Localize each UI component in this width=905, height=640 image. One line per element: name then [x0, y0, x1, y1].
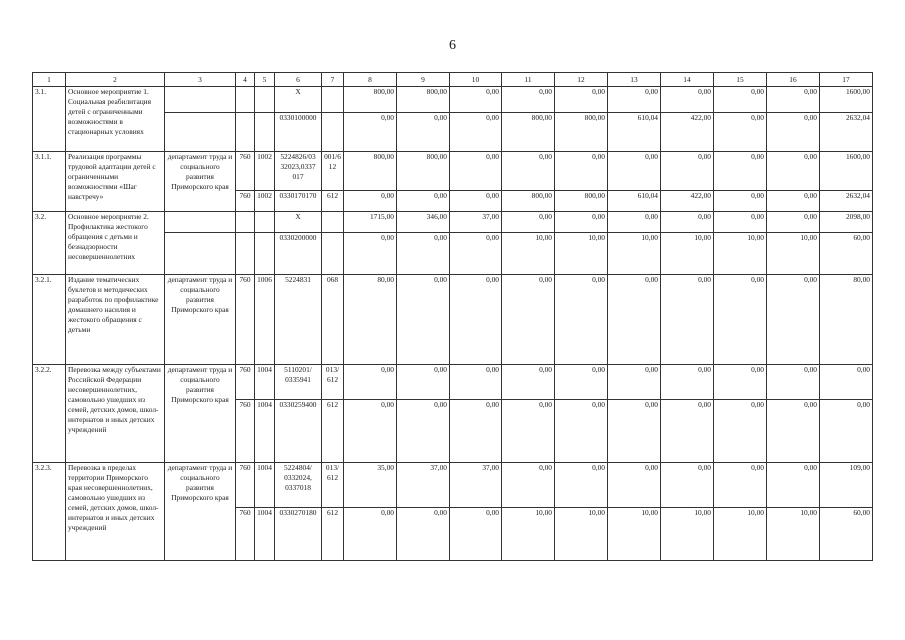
item-name-cell: Перевозка между субъектами Российской Федерации несовершеннолетних, самовольно ушедших из семей, детских домов, школ-интернатов и иных детских учреждений: [66, 365, 165, 463]
value-cell: 0,00: [450, 152, 502, 191]
table-row: [33, 87, 873, 113]
program-table: [32, 72, 873, 561]
value-cell: 0,00: [820, 365, 873, 400]
value-cell: 0,00: [608, 365, 661, 400]
code-cell: [236, 212, 255, 233]
value-cell: 0,00: [502, 152, 555, 191]
value-cell: 0,00: [344, 365, 397, 400]
value-cell: 10,00: [767, 233, 820, 275]
value-cell: 0,00: [608, 275, 661, 365]
header-cell: 8: [344, 73, 397, 87]
code-cell: 0330170170: [275, 191, 322, 212]
value-cell: 2632,04: [820, 113, 873, 152]
header-cell: 1: [33, 73, 66, 87]
code-cell: 1004: [255, 463, 275, 508]
executor-cell: департамент труда и социального развития Приморского края: [165, 152, 236, 212]
value-cell: 37,00: [450, 463, 502, 508]
code-cell: 1002: [255, 152, 275, 191]
code-cell: 612: [322, 191, 344, 212]
value-cell: 10,00: [608, 233, 661, 275]
value-cell: 0,00: [555, 463, 608, 508]
header-cell: 4: [236, 73, 255, 87]
value-cell: 10,00: [502, 508, 555, 561]
code-cell: 612: [322, 400, 344, 463]
header-cell: 11: [502, 73, 555, 87]
value-cell: 0,00: [820, 400, 873, 463]
header-row: [33, 73, 873, 87]
code-cell: 1004: [255, 365, 275, 400]
value-cell: 0,00: [767, 113, 820, 152]
value-cell: 0,00: [767, 191, 820, 212]
value-cell: 10,00: [714, 508, 767, 561]
value-cell: 0,00: [397, 508, 450, 561]
header-cell: 7: [322, 73, 344, 87]
code-cell: [236, 233, 255, 275]
value-cell: 0,00: [502, 365, 555, 400]
code-cell: 068: [322, 275, 344, 365]
value-cell: 10,00: [661, 508, 714, 561]
code-cell: 013/ 612: [322, 365, 344, 400]
page-number: 6: [449, 38, 456, 53]
value-cell: 1600,00: [820, 87, 873, 113]
value-cell: 0,00: [450, 275, 502, 365]
value-cell: 0,00: [450, 365, 502, 400]
code-cell: [255, 113, 275, 152]
code-cell: 760: [236, 365, 255, 400]
value-cell: 422,00: [661, 113, 714, 152]
value-cell: 0,00: [555, 275, 608, 365]
table-row: [33, 463, 873, 508]
code-cell: 760: [236, 508, 255, 561]
value-cell: 0,00: [502, 275, 555, 365]
value-cell: 10,00: [714, 233, 767, 275]
value-cell: 0,00: [397, 191, 450, 212]
value-cell: 0,00: [608, 463, 661, 508]
header-cell: 13: [608, 73, 661, 87]
value-cell: 35,00: [344, 463, 397, 508]
value-cell: 60,00: [820, 233, 873, 275]
executor-cell: департамент труда и социального развития Приморского края: [165, 275, 236, 365]
code-cell: [255, 233, 275, 275]
value-cell: 0,00: [397, 400, 450, 463]
code-cell: X: [275, 212, 322, 233]
value-cell: 800,00: [555, 191, 608, 212]
code-cell: 5224804/ 0332024, 0337018: [275, 463, 322, 508]
value-cell: 0,00: [450, 400, 502, 463]
item-number-cell: 3.2.: [33, 212, 66, 275]
header-cell: 6: [275, 73, 322, 87]
value-cell: 0,00: [555, 400, 608, 463]
value-cell: 80,00: [820, 275, 873, 365]
header-cell: 15: [714, 73, 767, 87]
code-cell: 013/ 612: [322, 463, 344, 508]
value-cell: 0,00: [767, 463, 820, 508]
executor-cell: [165, 212, 236, 233]
value-cell: 0,00: [767, 275, 820, 365]
value-cell: 0,00: [767, 212, 820, 233]
value-cell: 800,00: [502, 191, 555, 212]
value-cell: 37,00: [397, 463, 450, 508]
item-number-cell: 3.1.: [33, 87, 66, 152]
item-name-cell: Реализация программы трудовой адаптации детей с ограниченными возможностями «Шаг навстречу»: [66, 152, 165, 212]
code-cell: 760: [236, 152, 255, 191]
header-cell: 2: [66, 73, 165, 87]
value-cell: 0,00: [714, 463, 767, 508]
executor-cell: [165, 233, 236, 275]
value-cell: 80,00: [344, 275, 397, 365]
value-cell: 610,04: [608, 191, 661, 212]
value-cell: 0,00: [502, 87, 555, 113]
value-cell: 0,00: [344, 191, 397, 212]
code-cell: 0330100000: [275, 113, 322, 152]
value-cell: 0,00: [661, 400, 714, 463]
value-cell: 0,00: [714, 365, 767, 400]
code-cell: [322, 212, 344, 233]
header-cell: 3: [165, 73, 236, 87]
value-cell: 0,00: [344, 113, 397, 152]
code-cell: [236, 113, 255, 152]
value-cell: 0,00: [502, 400, 555, 463]
value-cell: 60,00: [820, 508, 873, 561]
header-cell: 9: [397, 73, 450, 87]
value-cell: 0,00: [344, 400, 397, 463]
code-cell: 760: [236, 400, 255, 463]
value-cell: 0,00: [714, 152, 767, 191]
value-cell: 0,00: [661, 212, 714, 233]
value-cell: 0,00: [397, 233, 450, 275]
value-cell: 10,00: [767, 508, 820, 561]
value-cell: 800,00: [555, 113, 608, 152]
value-cell: 800,00: [502, 113, 555, 152]
value-cell: 0,00: [397, 365, 450, 400]
value-cell: 2098,00: [820, 212, 873, 233]
value-cell: 0,00: [714, 212, 767, 233]
value-cell: 0,00: [661, 365, 714, 400]
code-cell: X: [275, 87, 322, 113]
item-number-cell: 3.2.2.: [33, 365, 66, 463]
code-cell: 001/6 12: [322, 152, 344, 191]
executor-cell: департамент труда и социального развития Приморского края: [165, 365, 236, 463]
value-cell: 0,00: [608, 87, 661, 113]
value-cell: 800,00: [344, 87, 397, 113]
table-row: [33, 152, 873, 191]
table-row: [33, 212, 873, 233]
value-cell: 0,00: [344, 508, 397, 561]
value-cell: 0,00: [397, 113, 450, 152]
header-cell: 12: [555, 73, 608, 87]
value-cell: 0,00: [450, 87, 502, 113]
value-cell: 10,00: [661, 233, 714, 275]
header-cell: 14: [661, 73, 714, 87]
value-cell: 0,00: [767, 87, 820, 113]
executor-cell: [165, 87, 236, 113]
value-cell: 0,00: [502, 212, 555, 233]
header-cell: 5: [255, 73, 275, 87]
code-cell: 1006: [255, 275, 275, 365]
value-cell: 10,00: [502, 233, 555, 275]
code-cell: 0330200000: [275, 233, 322, 275]
value-cell: 0,00: [344, 233, 397, 275]
item-name-cell: Основное мероприятие 1. Социальная реабилитация детей с ограниченными возможностями в стационарных условиях: [66, 87, 165, 152]
item-number-cell: 3.2.3.: [33, 463, 66, 561]
value-cell: 0,00: [555, 152, 608, 191]
code-cell: 5224826/03 32023,0337 017: [275, 152, 322, 191]
code-cell: 1002: [255, 191, 275, 212]
code-cell: 760: [236, 275, 255, 365]
value-cell: 0,00: [555, 212, 608, 233]
value-cell: 0,00: [450, 191, 502, 212]
code-cell: 612: [322, 508, 344, 561]
item-name-cell: Издание тематических буклетов и методических разработок по профилактике домашнего насилия и жестокого обращения с детьми: [66, 275, 165, 365]
value-cell: 0,00: [555, 87, 608, 113]
value-cell: 10,00: [555, 233, 608, 275]
code-cell: [322, 233, 344, 275]
value-cell: 1715,00: [344, 212, 397, 233]
code-cell: 760: [236, 191, 255, 212]
value-cell: 0,00: [397, 275, 450, 365]
value-cell: 0,00: [555, 365, 608, 400]
header-cell: 17: [820, 73, 873, 87]
code-cell: [255, 87, 275, 113]
value-cell: 0,00: [714, 275, 767, 365]
value-cell: 0,00: [714, 87, 767, 113]
code-cell: 1004: [255, 508, 275, 561]
code-cell: 760: [236, 463, 255, 508]
value-cell: 0,00: [661, 87, 714, 113]
code-cell: 1004: [255, 400, 275, 463]
value-cell: 0,00: [608, 212, 661, 233]
value-cell: 0,00: [767, 152, 820, 191]
value-cell: 0,00: [450, 508, 502, 561]
value-cell: 800,00: [397, 152, 450, 191]
value-cell: 0,00: [661, 463, 714, 508]
code-cell: [322, 87, 344, 113]
value-cell: 1600,00: [820, 152, 873, 191]
value-cell: 10,00: [608, 508, 661, 561]
value-cell: 0,00: [608, 400, 661, 463]
value-cell: 0,00: [661, 275, 714, 365]
code-cell: 0330270180: [275, 508, 322, 561]
value-cell: 0,00: [450, 233, 502, 275]
item-name-cell: Перевозка в пределах территории Приморского края несовершеннолетних, самовольно ушедших из семей, детских домов, школ-интернатов и иных детских учреждений: [66, 463, 165, 561]
value-cell: 422,00: [661, 191, 714, 212]
value-cell: 0,00: [661, 152, 714, 191]
code-cell: 5110201/ 0335941: [275, 365, 322, 400]
value-cell: 0,00: [767, 400, 820, 463]
value-cell: 0,00: [450, 113, 502, 152]
executor-cell: департамент труда и социального развития Приморского края: [165, 463, 236, 561]
value-cell: 0,00: [767, 365, 820, 400]
value-cell: 0,00: [714, 191, 767, 212]
code-cell: [255, 212, 275, 233]
table-row: [33, 275, 873, 365]
value-cell: 37,00: [450, 212, 502, 233]
value-cell: 346,00: [397, 212, 450, 233]
value-cell: 109,00: [820, 463, 873, 508]
value-cell: 0,00: [714, 400, 767, 463]
value-cell: 2632,04: [820, 191, 873, 212]
code-cell: 0330259400: [275, 400, 322, 463]
code-cell: 5224831: [275, 275, 322, 365]
code-cell: [236, 87, 255, 113]
executor-cell: [165, 113, 236, 152]
code-cell: [322, 113, 344, 152]
value-cell: 800,00: [397, 87, 450, 113]
item-number-cell: 3.1.1.: [33, 152, 66, 212]
value-cell: 800,00: [344, 152, 397, 191]
table-row: [33, 365, 873, 400]
header-cell: 10: [450, 73, 502, 87]
value-cell: 0,00: [714, 113, 767, 152]
item-number-cell: 3.2.1.: [33, 275, 66, 365]
value-cell: 610,04: [608, 113, 661, 152]
header-cell: 16: [767, 73, 820, 87]
value-cell: 10,00: [555, 508, 608, 561]
item-name-cell: Основное мероприятие 2. Профилактика жестокого обращения с детьми и безнадзорности несовершеннолетних: [66, 212, 165, 275]
value-cell: 0,00: [608, 152, 661, 191]
value-cell: 0,00: [502, 463, 555, 508]
